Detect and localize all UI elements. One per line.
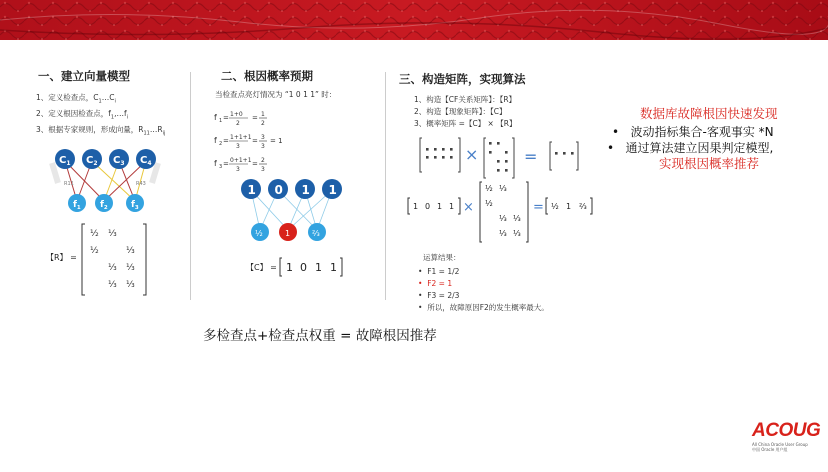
edge-label-r11: R11 <box>64 181 74 187</box>
formula-den: 2 <box>236 120 240 127</box>
s2-top-nodes <box>241 179 342 199</box>
s1-network-diagram <box>40 143 180 221</box>
svg-text:⅔: ⅔ <box>579 202 587 211</box>
matrix-cell: ⅓ <box>513 214 521 223</box>
dot-matrix-left <box>420 138 460 172</box>
c-vector <box>278 256 344 278</box>
s3-numeric-matrix-row <box>404 180 604 246</box>
formula-result-den: 3 <box>261 166 265 173</box>
formula-result-num: 3 <box>261 134 265 141</box>
formula-den: 3 <box>236 166 240 173</box>
matrix-cell: ½ <box>90 246 99 256</box>
svg-text:1: 1 <box>286 261 293 274</box>
r-matrix-label: 【R】 = <box>46 253 77 262</box>
matrix-cell: ⅓ <box>108 263 117 273</box>
r-matrix-cells <box>90 229 135 290</box>
row-vector <box>413 202 454 211</box>
formula-result-num: 1 <box>261 111 265 118</box>
right-title: 数据库故障根因快速发现 <box>640 106 778 121</box>
s2-bottom-nodes <box>251 223 326 241</box>
svg-text:=: = <box>533 200 544 215</box>
formula-den: 3 <box>236 143 240 150</box>
acoug-logo <box>752 421 824 453</box>
r-matrix <box>80 222 148 298</box>
s1-item-1: 1、定义检查点，$C_1\dots C_i$ <box>36 93 116 105</box>
footer-formula: 多检查点+检查点权重 = 故障根因推荐 <box>203 328 437 344</box>
s2-node-1: 1 <box>247 183 256 197</box>
s2-node-3: 1 <box>301 183 310 197</box>
s2-formulas <box>212 104 322 176</box>
matrix-cell: ⅓ <box>126 246 135 256</box>
logo-text: ACOUG <box>752 420 821 441</box>
svg-text:×: × <box>463 200 474 215</box>
right-bullet-1: • 波动指标集合-客观事实 *N <box>612 125 774 139</box>
matrix-cell: ⅓ <box>513 229 521 238</box>
s2-f3: ⅔ <box>312 229 320 238</box>
s2-f2: 1 <box>285 229 291 238</box>
svg-text:=: = <box>223 160 229 168</box>
section1-title: 一、建立向量模型 <box>38 69 130 83</box>
result-line-3: • F3 = 2/3 <box>418 291 460 300</box>
s1-item-2: 2、定义根因检查点，$f_1,\dots f_i$ <box>36 109 129 121</box>
separator <box>190 72 191 300</box>
svg-text:=: = <box>252 114 258 122</box>
formula-num: 1+1+1 <box>230 134 252 141</box>
formula-sub: 1 <box>219 118 223 124</box>
separator <box>385 72 386 300</box>
matrix-cell: ½ <box>90 229 99 239</box>
r-matrix-2 <box>485 184 521 238</box>
formula-num: 0+1+1 <box>230 157 252 164</box>
matrix-cell: ½ <box>485 199 493 208</box>
formula-result-den: 2 <box>261 120 265 127</box>
s3-step-1: 1、构造【CF关系矩阵】：【R】 <box>414 95 517 104</box>
times-sign: × <box>465 145 479 164</box>
s2-f1: ½ <box>255 229 263 238</box>
svg-text:C3: $C_3$ <box>113 155 125 167</box>
svg-text:=: = <box>252 137 258 145</box>
s3-dot-matrix-row <box>400 134 580 180</box>
s2-intro: 当检查点亮灯情况为 “1 0 1 1” 时： <box>215 90 337 99</box>
edge-label-r43: R43 <box>136 181 146 187</box>
svg-text:=: = <box>223 137 229 145</box>
equals-sign: = <box>524 147 538 166</box>
svg-text:1: 1 <box>315 261 322 274</box>
formula-sub: 2 <box>219 141 223 147</box>
s3-step-2: 2、构造【现象矩阵】：【C】 <box>414 107 507 116</box>
result-vector <box>551 202 587 211</box>
s2-node-2: 0 <box>274 183 283 197</box>
right-bullet-2: • 通过算法建立因果判定模型, <box>607 141 774 155</box>
logo-subtitle: All China Oracle User Group <box>752 442 808 447</box>
section2-title: 二、根因概率预期 <box>221 69 313 83</box>
s1-bottom-nodes <box>68 194 144 212</box>
formula-lhs: f <box>214 113 217 122</box>
svg-text:f2: $f_2$ <box>100 200 108 211</box>
matrix-cell: ⅓ <box>126 263 135 273</box>
svg-text:f3: $f_3$ <box>131 200 139 211</box>
svg-text:C4: $C_4$ <box>140 155 152 167</box>
c-vector-label: 【C】 = <box>246 263 277 272</box>
svg-text:=: = <box>252 160 258 168</box>
svg-text:1: 1 <box>330 261 337 274</box>
s1-item-3: 3、根据专家规则，形成向量，$R_{11}\dots R_{ij}$ <box>36 125 166 137</box>
svg-text:1: 1 <box>449 202 455 211</box>
matrix-cell: ⅓ <box>499 229 507 238</box>
svg-text:1: 1 <box>437 202 443 211</box>
logo-subtitle-cn: 中国 Oracle 用户组 <box>752 447 788 452</box>
section3-title: 三、构造矩阵，实现算法 <box>399 72 526 86</box>
svg-text:½: ½ <box>551 202 559 211</box>
result-title: 运算结果： <box>423 253 461 262</box>
right-last-line: 实现根因概率推荐 <box>659 156 760 171</box>
formula-lhs: f <box>214 136 217 145</box>
svg-text:0: 0 <box>425 202 431 211</box>
svg-text:C1: $C_1$ <box>59 155 71 167</box>
matrix-cell: ⅓ <box>108 280 117 290</box>
svg-text:0: 0 <box>300 261 307 274</box>
matrix-cell: ½ <box>485 184 493 193</box>
header-banner <box>0 0 828 40</box>
dot-matrix-mid <box>484 138 514 178</box>
formula-sub: 3 <box>219 164 223 170</box>
formula-result-den: 3 <box>261 143 265 150</box>
formula-lhs: f <box>214 159 217 168</box>
svg-text:f1: $f_1$ <box>73 200 81 211</box>
svg-text:C2: $C_2$ <box>86 155 98 167</box>
result-line-2: • F2 = 1 <box>418 279 453 288</box>
formula-num: 1+0 <box>230 111 243 118</box>
matrix-cell: ⅓ <box>126 280 135 290</box>
s1-top-nodes <box>55 149 156 169</box>
s2-network-diagram <box>238 174 348 246</box>
dot-matrix-right <box>550 142 578 170</box>
svg-text:=: = <box>223 114 229 122</box>
matrix-cell: ⅓ <box>499 184 507 193</box>
result-line-4: • 所以，故障原因F2的发生概率最大。 <box>418 303 549 312</box>
matrix-cell: ⅓ <box>108 229 117 239</box>
result-line-1: • F1 = 1/2 <box>418 267 460 276</box>
formula-tail: = 1 <box>270 137 283 145</box>
formula-result-num: 2 <box>261 157 265 164</box>
svg-text:1: 1 <box>413 202 419 211</box>
svg-text:1: 1 <box>566 202 572 211</box>
s3-step-3: 3、概率矩阵 =【C】 × 【R】 <box>414 119 517 128</box>
matrix-cell: ⅓ <box>499 214 507 223</box>
s2-node-4: 1 <box>328 183 337 197</box>
